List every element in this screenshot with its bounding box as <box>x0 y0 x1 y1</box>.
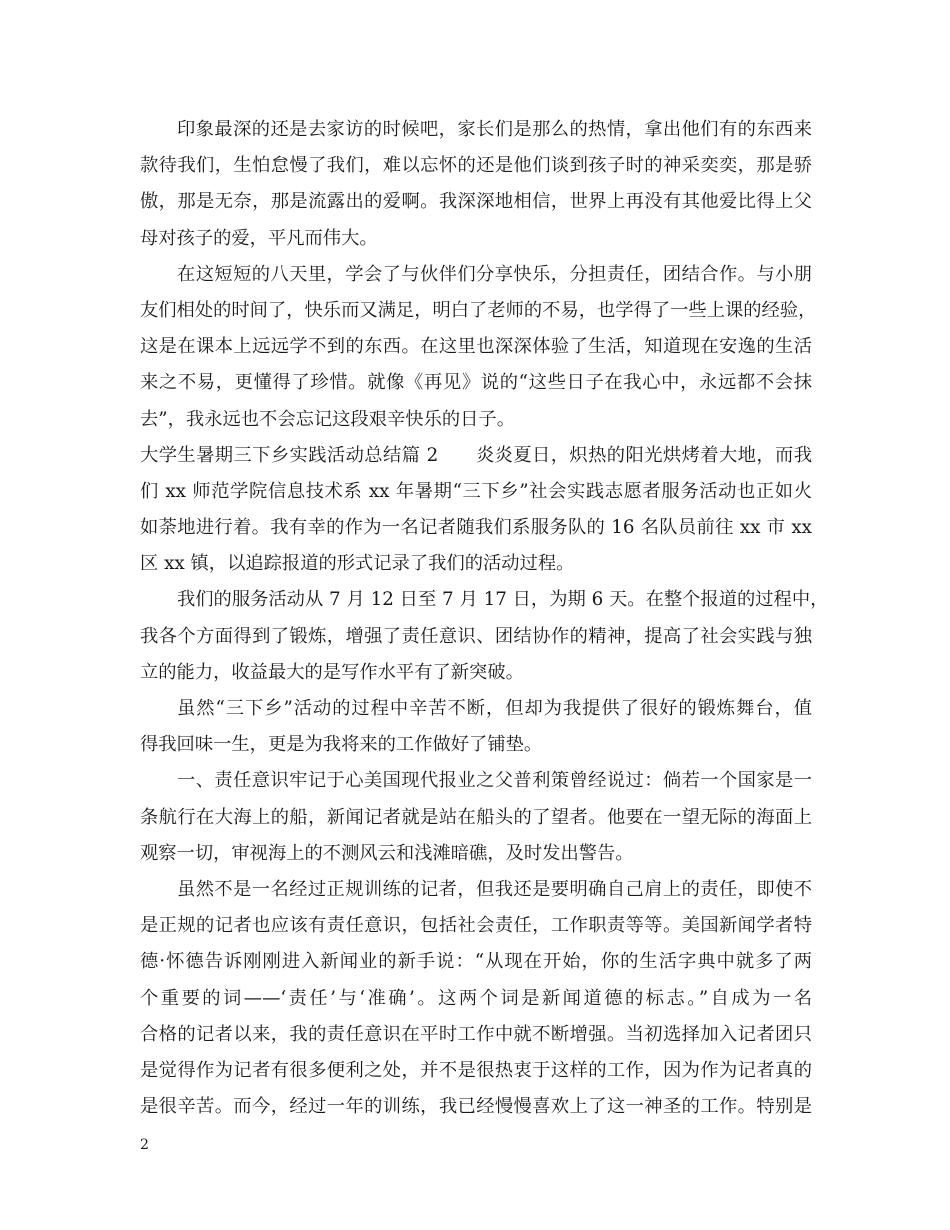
text-line: 来之不易，更懂得了珍惜。就像《再见》说的“这些日子在我心中，永远都不会抹 <box>140 372 812 394</box>
text-line: 印象最深的还是去家访的时候吧，家长们是那么的热情，拿出他们有的东西来 <box>177 119 812 140</box>
text-line: 区 xx 镇，以追踪报道的形式记录了我们的活动过程。 <box>140 553 575 575</box>
text-line: 一、责任意识牢记于心美国现代报业之父普利策曾经说过：倘若一个国家是一 <box>177 770 812 792</box>
text-line: 我们的服务活动从 7 月 12 日至 7 月 17 日，为期 6 天。在整个报道的过程中， <box>177 589 829 611</box>
text-line: 立的能力，收益最大的是写作水平有了新突破。 <box>140 661 524 683</box>
text-line: 我各个方面得到了锻炼，增强了责任意识、团结协作的精神，提高了社会实践与独 <box>140 625 812 647</box>
text-line: 虽然“三下乡”活动的过程中辛苦不断，但却为我提供了很好的锻炼舞台，值 <box>177 698 812 719</box>
body-text <box>140 112 829 1125</box>
text-line: 是觉得作为记者有很多便利之处，并不是很热衷于这样的工作，因为作为记者真的 <box>140 1059 812 1081</box>
text-line: 得我回味一生，更是为我将来的工作做好了铺垫。 <box>140 734 543 756</box>
text-line: 虽然不是一名经过正规训练的记者，但我还是要明确自己肩上的责任，即使不 <box>177 878 812 900</box>
text-line: 友们相处的时间了，快乐而又满足，明白了老师的不易，也学得了一些上课的经验， <box>140 299 817 321</box>
text-line: 条航行在大海上的船，新闻记者就是站在船头的了望者。他要在一望无际的海面上 <box>140 806 812 828</box>
text-line: 这是在课本上远远学不到的东西。在这里也深深体验了生活，知道现在安逸的生活 <box>140 336 812 358</box>
text-line: 观察一切，审视海上的不测风云和浅滩暗礁，及时发出警告。 <box>140 842 634 864</box>
text-line: 在这短短的八天里，学会了与伙伴们分享快乐，分担责任，团结合作。与小朋 <box>177 263 812 285</box>
text-line: 个重要的词——‘责任’与‘准确’。这两个词是新闻道德的标志。”自成为一名 <box>140 987 812 1009</box>
text-line: 如荼地进行着。我有幸的作为一名记者随我们系服务队的 16 名队员前往 xx 市 xx <box>140 517 812 539</box>
text-line: 去”，我永远也不会忘记这段艰辛快乐的日子。 <box>140 408 515 430</box>
text-line: 母对孩子的爱，平凡而伟大。 <box>140 227 378 249</box>
text-line: 大学生暑期三下乡实践活动总结篇 2 炎炎夏日，炽热的阳光烘烤着大地，而我 <box>140 444 812 466</box>
text-line: 德·怀德告诉刚刚进入新闻业的新手说：“从现在开始，你的生活字典中就多了两 <box>140 951 812 973</box>
text-line: 合格的记者以来，我的责任意识在平时工作中就不断增强。当初选择加入记者团只 <box>140 1023 812 1045</box>
text-line: 是正规的记者也应该有责任意识，包括社会责任，工作职责等等。美国新闻学者特 <box>140 915 812 937</box>
page-number: 2 <box>140 1137 149 1153</box>
text-line: 们 xx 师范学院信息技术系 xx 年暑期“三下乡”社会实践志愿者服务活动也正如火 <box>140 480 812 502</box>
text-line: 是很辛苦。而今，经过一年的训练，我已经慢慢喜欢上了这一神圣的工作。特别是 <box>140 1096 812 1118</box>
text-line: 款待我们，生怕怠慢了我们，难以忘怀的还是他们谈到孩子时的神采奕奕，那是骄 <box>140 155 812 177</box>
text-line: 傲，那是无奈，那是流露出的爱啊。我深深地相信，世界上再没有其他爱比得上父 <box>140 191 812 213</box>
